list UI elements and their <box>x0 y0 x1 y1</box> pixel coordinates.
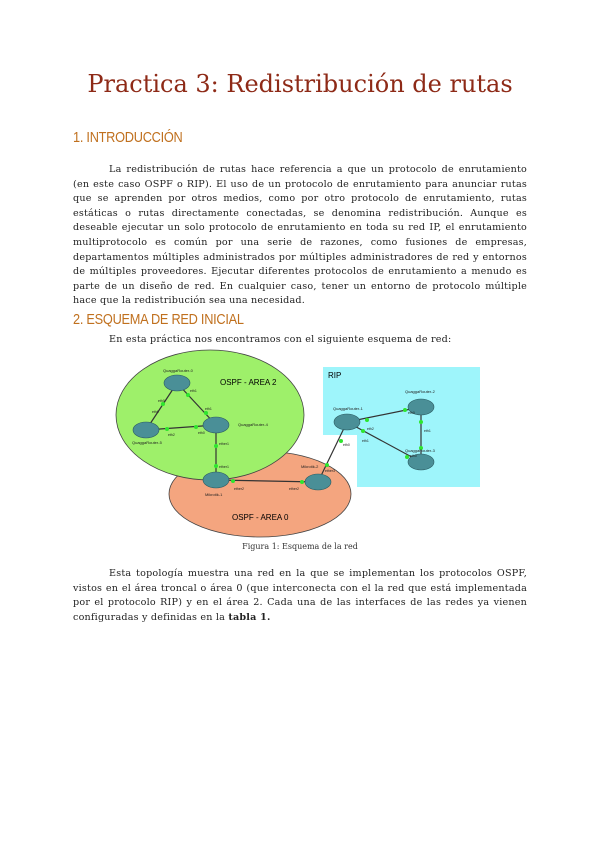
section-heading-esquema: 2. ESQUEMA DE RED INICIAL <box>73 311 244 328</box>
area2-label: OSPF - AREA 2 <box>220 378 277 387</box>
svg-text:QuaggaRouter-5: QuaggaRouter-5 <box>132 440 162 445</box>
svg-text:QuaggaRouter-2: QuaggaRouter-2 <box>405 389 435 394</box>
svg-text:eth2: eth2 <box>168 433 175 437</box>
svg-text:eth0: eth0 <box>343 443 350 447</box>
intro-paragraph: La redistribución de rutas hace referencia a que un protocolo de enrutamiento (en este caso OSPF o RIP). El uso de un protocolo de enrutamiento para anunciar rutas que se aprenden por otros medios, como por otro protocolo de enrutamiento, rutas estáticas o rutas directamente conectadas, se denomina redistribución. Aunque es deseable ejecutar un solo protocolo de enrutamiento en toda su red IP, el enrutamiento multiprotocolo es común por una serie de razones, como fusiones de empresas, departamentos múltiples administrados por múltiples administradores de red y entornos de múltiples proveedores. Ejecutar diferentes protocolos de enrutamiento a menudo es parte de un diseño de red. En cualquier caso, tener un entorno de protocolo múltiple hace que la redistribución sea una necesidad. <box>73 164 527 307</box>
esquema-intro: En esta práctica nos encontramos con el siguiente esquema de red: <box>109 334 452 345</box>
svg-text:ether2: ether2 <box>234 487 244 491</box>
router-icon <box>334 414 360 430</box>
svg-text:ether3: ether3 <box>325 469 335 473</box>
router-icon <box>133 422 159 438</box>
router-icon <box>305 474 331 490</box>
svg-text:eth0: eth0 <box>158 399 165 403</box>
svg-text:QuaggaRouter-3: QuaggaRouter-3 <box>405 448 435 453</box>
svg-text:eth0: eth0 <box>408 411 415 415</box>
closing-text: Esta topología muestra una red en la que se implementan los protocolos OSPF, vistos en el área troncal o área 0 (que interconecta con el la red que está implementada por el protocolo RIP) y en el área 2. Cada una de las interfaces de las redes ya vienen configuradas y definidas en la <box>73 568 527 623</box>
table-reference: tabla 1. <box>228 611 271 623</box>
svg-text:Mikrotik-1: Mikrotik-1 <box>205 492 223 497</box>
svg-text:ether2: ether2 <box>289 487 299 491</box>
svg-text:eth0: eth0 <box>410 454 417 458</box>
figure-caption: Figura 1: Esquema de la red <box>242 542 358 551</box>
svg-text:eth1: eth1 <box>205 407 212 411</box>
svg-text:eth0: eth0 <box>198 431 205 435</box>
section-heading-introduccion: 1. INTRODUCCIÓN <box>73 129 183 146</box>
svg-text:QuaggaRouter-4: QuaggaRouter-4 <box>238 422 268 427</box>
svg-text:eth0: eth0 <box>152 410 159 414</box>
svg-text:eth1: eth1 <box>424 429 431 433</box>
svg-text:eth1: eth1 <box>362 439 369 443</box>
svg-text:QuaggaRouter-0: QuaggaRouter-0 <box>163 368 193 373</box>
svg-text:eth2: eth2 <box>367 427 374 431</box>
area0-label: OSPF - AREA 0 <box>232 513 289 522</box>
ospf-area2-zone <box>116 350 304 480</box>
svg-text:ether1: ether1 <box>219 442 229 446</box>
svg-text:ether1: ether1 <box>219 465 229 469</box>
svg-text:Mikrotik-2: Mikrotik-2 <box>301 464 319 469</box>
svg-text:QuaggaRouter-1: QuaggaRouter-1 <box>333 406 363 411</box>
svg-text:eth1: eth1 <box>190 389 197 393</box>
router-icon <box>164 375 190 391</box>
rip-label: RIP <box>328 371 342 380</box>
router-icon <box>203 417 229 433</box>
page-title: Practica 3: Redistribución de rutas <box>87 70 513 98</box>
closing-paragraph <box>73 567 527 625</box>
router-icon <box>203 472 229 488</box>
